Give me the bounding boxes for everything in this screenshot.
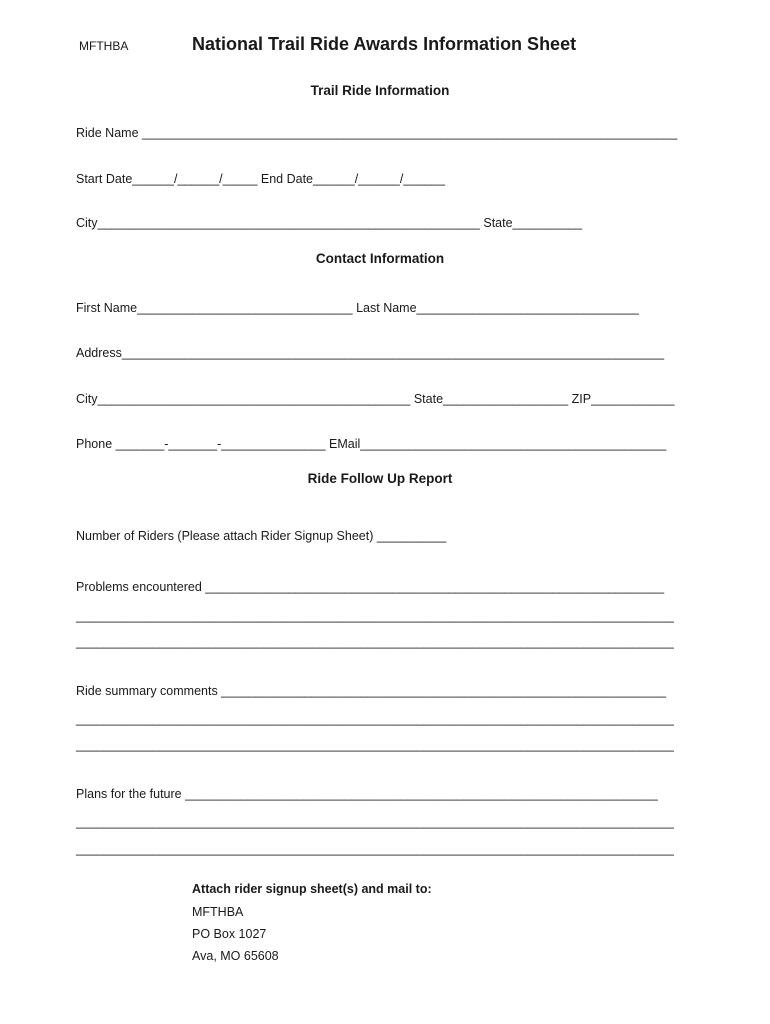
section-trail-ride-heading: Trail Ride Information bbox=[310, 83, 450, 98]
summary-line[interactable]: ______________________________________________________________________________________ bbox=[76, 712, 674, 726]
mailing-instruction: Attach rider signup sheet(s) and mail to: bbox=[192, 882, 432, 896]
city-state-field[interactable]: City_______________________________________________________ State__________ bbox=[76, 216, 583, 230]
problems-line[interactable]: ______________________________________________________________________________________ bbox=[76, 635, 674, 649]
address-field[interactable]: Address______________________________________________________________________________ bbox=[76, 346, 665, 360]
problems-line[interactable]: ______________________________________________________________________________________ bbox=[76, 609, 674, 623]
summary-field[interactable]: Ride summary comments ________________________________________________________________ bbox=[76, 684, 667, 698]
mailing-address-line: MFTHBA bbox=[192, 905, 244, 919]
city-state-zip-field[interactable]: City_____________________________________________ State__________________ ZIP____________ bbox=[76, 392, 675, 406]
date-fields[interactable]: Start Date______/______/_____ End Date______/______/______ bbox=[76, 172, 446, 186]
mailing-address-line: PO Box 1027 bbox=[192, 927, 267, 941]
phone-email-field[interactable]: Phone _______-_______-_______________ EMail____________________________________________ bbox=[76, 437, 667, 451]
name-fields[interactable]: First Name_______________________________ Last Name________________________________ bbox=[76, 301, 640, 315]
mailing-address-line: Ava, MO 65608 bbox=[192, 949, 279, 963]
ride-name-field[interactable]: Ride Name _____________________________________________________________________________ bbox=[76, 126, 678, 140]
number-of-riders-field[interactable]: Number of Riders (Please attach Rider Signup Sheet) __________ bbox=[76, 529, 447, 543]
plans-line[interactable]: ______________________________________________________________________________________ bbox=[76, 842, 674, 856]
section-follow-up-heading: Ride Follow Up Report bbox=[307, 471, 453, 486]
org-abbreviation: MFTHBA bbox=[79, 39, 129, 53]
summary-line[interactable]: ______________________________________________________________________________________ bbox=[76, 738, 674, 752]
page-title: National Trail Ride Awards Information Sheet bbox=[192, 34, 577, 54]
plans-field[interactable]: Plans for the future ____________________________________________________________________ bbox=[76, 787, 658, 801]
problems-field[interactable]: Problems encountered __________________________________________________________________ bbox=[76, 580, 665, 594]
section-contact-heading: Contact Information bbox=[315, 251, 445, 266]
plans-line[interactable]: ______________________________________________________________________________________ bbox=[76, 815, 674, 829]
